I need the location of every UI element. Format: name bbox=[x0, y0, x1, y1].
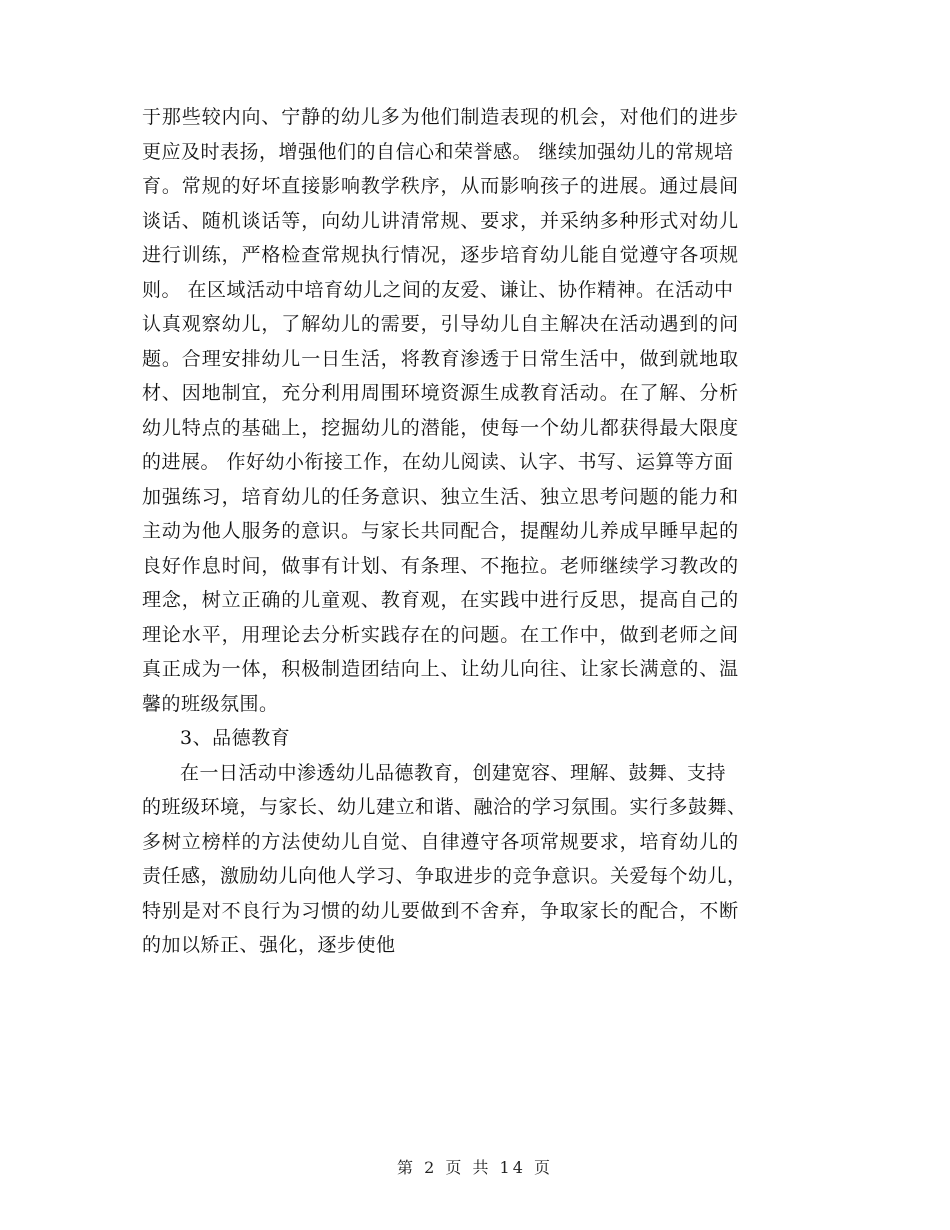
text-line: 进行训练，严格检查常规执行情况，逐步培育幼儿能自觉遵守各项规 bbox=[142, 244, 740, 266]
text-line: 馨的班级氛围。 bbox=[142, 692, 279, 715]
paragraph-2 bbox=[142, 756, 808, 963]
paragraph-1 bbox=[142, 100, 808, 721]
text-line: 谈话、随机谈话等，向幼儿讲清常规、要求，并采纳多种形式对幼儿 bbox=[142, 209, 740, 232]
text-line: 理论水平，用理论去分析实践存在的问题。在工作中，做到老师之间 bbox=[142, 623, 740, 646]
document-body bbox=[142, 100, 808, 963]
text-line: 更应及时表扬，增强他们的自信心和荣誉感。 继续加强幼儿的常规培 bbox=[142, 140, 734, 163]
text-line: 幼儿特点的基础上，挖掘幼儿的潜能，使每一个幼儿都获得最大限度 bbox=[142, 416, 740, 439]
section-heading: 3、品德教育 bbox=[180, 727, 291, 749]
text-line: 的加以矫正、强化，逐步使他 bbox=[142, 934, 396, 956]
text-line: 真正成为一体，积极制造团结向上、让幼儿向往、让家长满意的、温 bbox=[142, 658, 740, 680]
text-line: 多树立榜样的方法使幼儿自觉、自律遵守各项常规要求，培育幼儿的 bbox=[142, 830, 740, 853]
text-line: 认真观察幼儿，了解幼儿的需要，引导幼儿自主解决在活动遇到的问 bbox=[142, 313, 740, 335]
text-line: 材、因地制宜，充分利用周围环境资源生成教育活动。在了解、分析 bbox=[142, 382, 740, 404]
text-line: 良好作息时间，做事有计划、有条理、不拖拉。老师继续学习教改的 bbox=[142, 554, 740, 577]
text-line: 的进展。 作好幼小衔接工作，在幼儿阅读、认字、书写、运算等方面 bbox=[142, 451, 734, 473]
text-line: 理念，树立正确的儿童观、教育观，在实践中进行反思，提高自己的 bbox=[142, 589, 740, 611]
text-line: 主动为他人服务的意识。与家长共同配合，提醒幼儿养成早睡早起的 bbox=[142, 520, 740, 542]
text-line: 在一日活动中渗透幼儿品德教育，创建宽容、理解、鼓舞、支持 bbox=[180, 761, 727, 784]
text-line: 特别是对不良行为习惯的幼儿要做到不舍弃，争取家长的配合，不断 bbox=[142, 899, 740, 922]
text-line: 则。 在区域活动中培育幼儿之间的友爱、谦让、协作精神。在活动中 bbox=[142, 278, 734, 301]
page-number: 第 2 页 共 14 页 bbox=[397, 1158, 553, 1177]
text-line: 育。常规的好坏直接影响教学秩序，从而影响孩子的进展。通过晨间 bbox=[142, 175, 740, 197]
text-line: 题。合理安排幼儿一日生活，将教育渗透于日常生活中，做到就地取 bbox=[142, 347, 740, 370]
text-line: 责任感，激励幼儿向他人学习、争取进步的竞争意识。关爱每个幼儿， bbox=[142, 865, 747, 887]
text-line: 加强练习，培育幼儿的任务意识、独立生活、独立思考问题的能力和 bbox=[142, 485, 740, 508]
text-line: 于那些较内向、宁静的幼儿多为他们制造表现的机会，对他们的进步 bbox=[142, 106, 740, 128]
text-line: 的班级环境，与家长、幼儿建立和谐、融洽的学习氛围。实行多鼓舞、 bbox=[142, 796, 747, 818]
